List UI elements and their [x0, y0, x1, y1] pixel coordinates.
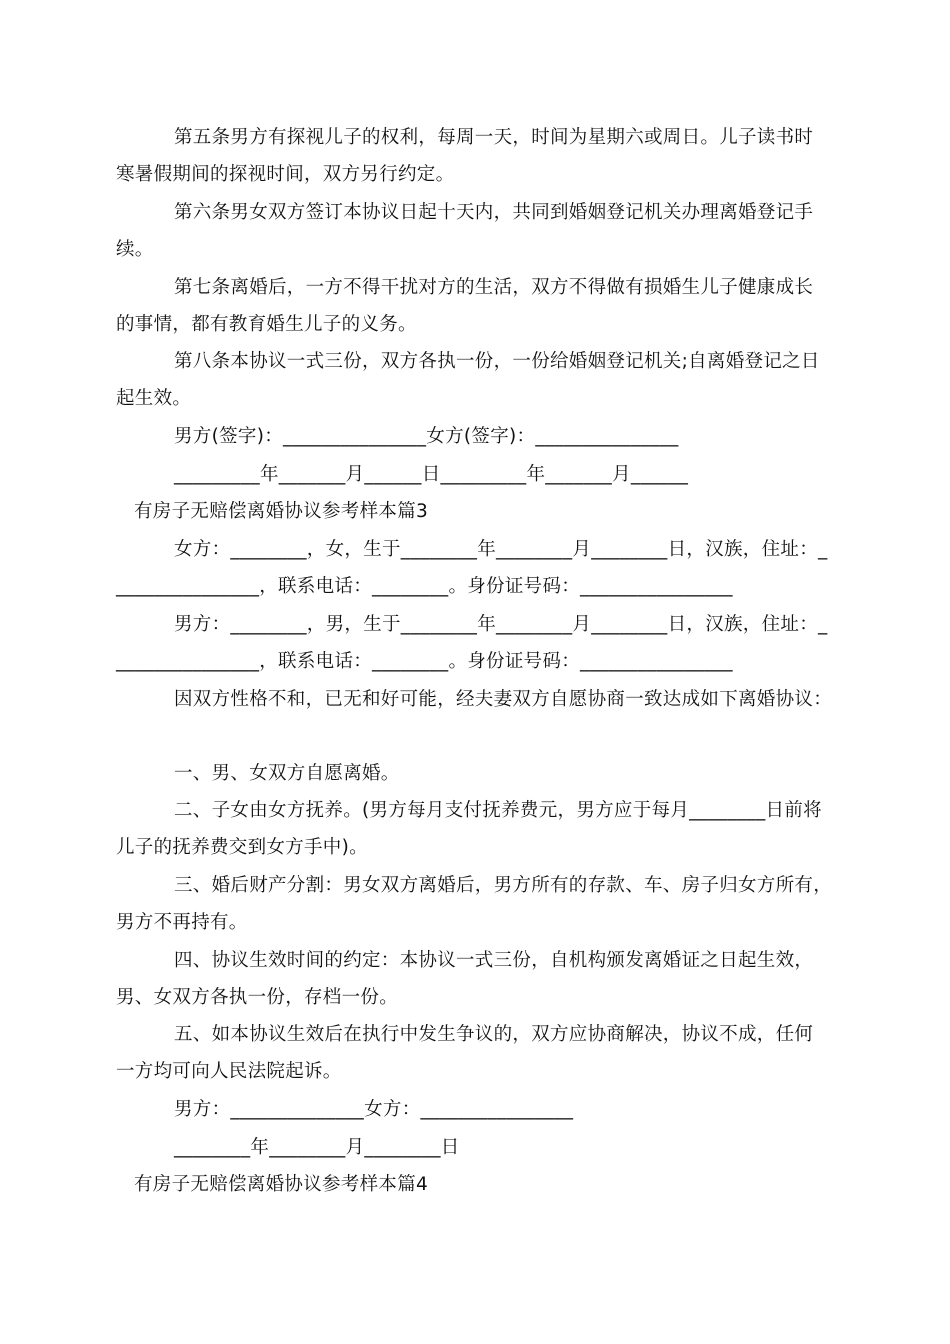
female-party-line-1: 女方：________，女，生于________年________月________日，汉族，住址：_: [174, 539, 828, 560]
article-8-line-1: 第八条本协议一式三份，双方各执一份，一份给婚姻登记机关;自离婚登记之日: [174, 351, 820, 372]
clause-5-line-1: 五、如本协议生效后在执行中发生争议的，双方应协商解决，协议不成，任何: [174, 1024, 814, 1045]
clause-3-line-1: 三、婚后财产分割：男女双方离婚后，男方所有的存款、车、房子归女方所有，: [174, 875, 833, 896]
article-7-line-1: 第七条离婚后，一方不得干扰对方的生活，双方不得做有损婚生儿子健康成长: [174, 277, 814, 298]
article-5-line-2: 寒暑假期间的探视时间，双方另行约定。: [116, 164, 455, 185]
preamble-line: 因双方性格不和，已无和好可能，经夫妻双方自愿协商一致达成如下离婚协议：: [174, 689, 833, 710]
section-heading-3: 有房子无赔偿离婚协议参考样本篇3: [134, 501, 429, 522]
clause-5-line-2: 一方均可向人民法院起诉。: [116, 1061, 342, 1082]
article-6-line-2: 续。: [116, 239, 154, 260]
article-7-line-2: 的事情，都有教育婚生儿子的义务。: [116, 314, 417, 335]
clause-2-line-1: 二、子女由女方抚养。(男方每月支付抚养费元，男方应于每月________日前将: [174, 800, 822, 821]
clause-2-line-2: 儿子的抚养费交到女方手中)。: [116, 837, 368, 858]
section-heading-4: 有房子无赔偿离婚协议参考样本篇4: [134, 1174, 429, 1195]
date-line: _________年_______月______日_________年_______月______: [174, 464, 689, 485]
clause-1-line: 一、男、女双方自愿离婚。: [174, 763, 400, 784]
clause-3-line-2: 男方不再持有。: [116, 912, 248, 933]
article-6-line-1: 第六条男女双方签订本协议日起十天内，共同到婚姻登记机关办理离婚登记手: [174, 202, 814, 223]
male-party-line-1: 男方：________，男，生于________年________月________日，汉族，住址：_: [174, 614, 828, 635]
male-party-line-2: _______________，联系电话：________。身份证号码：________________: [116, 651, 733, 672]
clause-4-line-2: 男、女双方各执一份，存档一份。: [116, 987, 399, 1008]
clause-4-line-1: 四、协议生效时间的约定：本协议一式三份，自机构颁发离婚证之日起生效，: [174, 950, 814, 971]
signature-line-2: 男方：______________女方：________________: [174, 1099, 574, 1120]
article-5-line-1: 第五条男方有探视儿子的权利，每周一天，时间为星期六或周日。儿子读书时: [174, 127, 814, 148]
female-party-line-2: _______________，联系电话：________。身份证号码：________________: [116, 576, 733, 597]
article-8-line-2: 起生效。: [116, 388, 192, 409]
date-line-2: ________年________月________日: [174, 1137, 460, 1158]
signature-line: 男方(签字)：_______________女方(签字)：_______________: [174, 426, 679, 447]
